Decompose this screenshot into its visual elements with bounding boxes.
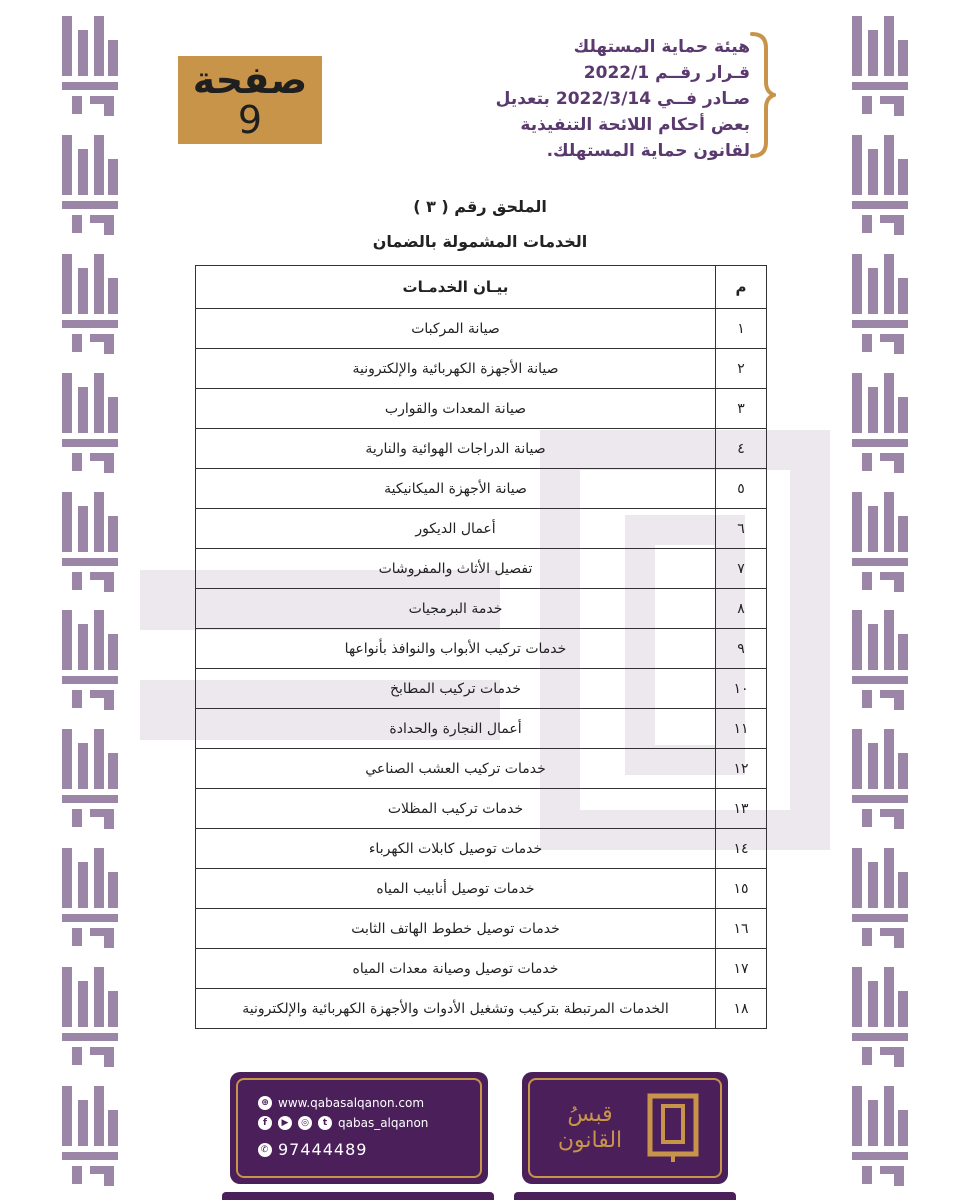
youtube-icon[interactable]: ▶ [278,1116,292,1130]
service-name: خدمات توصيل أنابيب المياه [196,869,716,909]
service-name: تفصيل الأثاث والمفروشات [196,549,716,589]
table-row [196,869,767,909]
curly-brace-icon [746,30,776,160]
service-name: صيانة المعدات والقوارب [196,389,716,429]
annex-subtitle: الخدمات المشمولة بالضمان [372,232,588,251]
row-number: ١٠ [716,669,767,709]
row-number: ١ [716,309,767,349]
service-name: صيانة الأجهزة الميكانيكية [196,469,716,509]
row-number: ١٧ [716,949,767,989]
kufic-pattern-icon [58,1080,122,1190]
row-number: ٢ [716,349,767,389]
kufic-pattern-icon [58,10,122,120]
kufic-tile [58,1080,122,1190]
kufic-tile [848,1080,912,1190]
row-number: ١٣ [716,789,767,829]
kufic-tile [848,723,912,833]
service-name: صيانة الأجهزة الكهربائية والإلكترونية [196,349,716,389]
kufic-pattern-icon [58,367,122,477]
kufic-pattern-icon [58,842,122,952]
page-number: 9 [237,98,263,142]
decree-line: قـرار رقــم 2022/1 [583,63,750,83]
table-row [196,509,767,549]
website-text[interactable]: www.qabasalqanon.com [278,1096,425,1110]
row-number: ٦ [716,509,767,549]
table-row [196,909,767,949]
brand-line-1: قبسُ [567,1102,613,1127]
row-number: ١٢ [716,749,767,789]
logo-card [522,1072,728,1184]
annex-title: الملحق رقم ( ٣ ) [413,197,547,216]
row-number: ٤ [716,429,767,469]
kufic-pattern-icon [848,723,912,833]
table-header-row [196,266,767,309]
row-number: ١٨ [716,989,767,1029]
service-name: الخدمات المرتبطة بتركيب وتشغيل الأدوات والأجهزة الكهربائية والإلكترونية [196,989,716,1029]
service-name: خدمات تركيب المظلات [196,789,716,829]
table-row [196,789,767,829]
row-number: ١٤ [716,829,767,869]
phone-line [258,1140,367,1159]
service-name: أعمال الديكور [196,509,716,549]
table-row [196,949,767,989]
table-row [196,749,767,789]
twitter-icon[interactable]: t [318,1116,332,1130]
contact-card [230,1072,488,1184]
decree-line: صـادر فــي 2022/3/14 بتعديل [495,89,750,109]
kufic-pattern-icon [58,604,122,714]
kufic-tile [848,129,912,239]
kufic-pattern-icon [848,248,912,358]
row-number: ٩ [716,629,767,669]
decree-line: بعض أحكام اللائحة التنفيذية [520,115,750,135]
kufic-pattern-icon [848,1080,912,1190]
table-row [196,989,767,1029]
row-number: ٨ [716,589,767,629]
table-row [196,709,767,749]
service-name: صيانة المركبات [196,309,716,349]
kufic-tile [58,10,122,120]
kufic-tile [58,604,122,714]
row-number: ٧ [716,549,767,589]
row-number: ٥ [716,469,767,509]
service-name: خدمات تركيب الأبواب والنوافذ بأنواعها [196,629,716,669]
left-decorative-border [35,0,145,1200]
service-name: خدمات تركيب العشب الصناعي [196,749,716,789]
service-name: صيانة الدراجات الهوائية والنارية [196,429,716,469]
phone-number[interactable]: 97444489 [278,1140,368,1159]
brand-name [550,1102,630,1154]
kufic-tile [58,367,122,477]
brand-line-2: القانون [557,1128,623,1153]
facebook-icon[interactable]: f [258,1116,272,1130]
decree-line: هيئة حماية المستهلك [573,37,750,57]
kufic-pattern-icon [848,10,912,120]
kufic-tile [848,486,912,596]
bottom-strip [514,1192,736,1200]
service-name: أعمال النجارة والحدادة [196,709,716,749]
service-name: خدمات توصيل خطوط الهاتف الثابت [196,909,716,949]
row-number: ٣ [716,389,767,429]
header-number: م [716,266,767,309]
phone-icon: ✆ [258,1143,272,1157]
kufic-pattern-icon [58,129,122,239]
row-number: ١٦ [716,909,767,949]
scales-logo-icon [646,1092,700,1164]
row-number: ١١ [716,709,767,749]
kufic-pattern-icon [848,486,912,596]
decree-line: لقانون حماية المستهلك. [546,141,750,161]
table-row [196,469,767,509]
page-number-badge [178,56,322,144]
row-number: ١٥ [716,869,767,909]
kufic-pattern-icon [848,367,912,477]
kufic-tile [58,961,122,1071]
table-row [196,429,767,469]
kufic-pattern-icon [58,248,122,358]
bottom-strip [222,1192,494,1200]
service-name: خدمات توصيل وصيانة معدات المياه [196,949,716,989]
kufic-tile [58,486,122,596]
table-row [196,589,767,629]
kufic-pattern-icon [58,486,122,596]
kufic-tile [848,248,912,358]
instagram-icon[interactable]: ◎ [298,1116,312,1130]
kufic-pattern-icon [848,961,912,1071]
kufic-tile [848,961,912,1071]
kufic-tile [848,367,912,477]
kufic-tile [58,248,122,358]
table-row [196,349,767,389]
service-name: خدمات تركيب المطابخ [196,669,716,709]
social-handle[interactable]: qabas_alqanon [338,1116,429,1130]
kufic-pattern-icon [58,723,122,833]
kufic-pattern-icon [848,604,912,714]
social-line [258,1116,428,1130]
table-row [196,829,767,869]
kufic-tile [848,604,912,714]
service-name: خدمات توصيل كابلات الكهرباء [196,829,716,869]
kufic-pattern-icon [848,129,912,239]
page-word: صفحة [192,58,308,102]
table-row [196,309,767,349]
kufic-pattern-icon [58,961,122,1071]
table-row [196,629,767,669]
website-line [258,1096,424,1110]
right-decorative-border [825,0,935,1200]
service-name: خدمة البرمجيات [196,589,716,629]
kufic-tile [58,723,122,833]
kufic-tile [848,842,912,952]
table-row [196,389,767,429]
header-services: بيـان الخدمـات [196,266,716,309]
kufic-tile [58,842,122,952]
globe-icon: ⊕ [258,1096,272,1110]
kufic-tile [58,129,122,239]
services-table [195,265,767,1029]
kufic-pattern-icon [848,842,912,952]
table-row [196,549,767,589]
kufic-tile [848,10,912,120]
table-row [196,669,767,709]
decree-header [420,34,750,164]
